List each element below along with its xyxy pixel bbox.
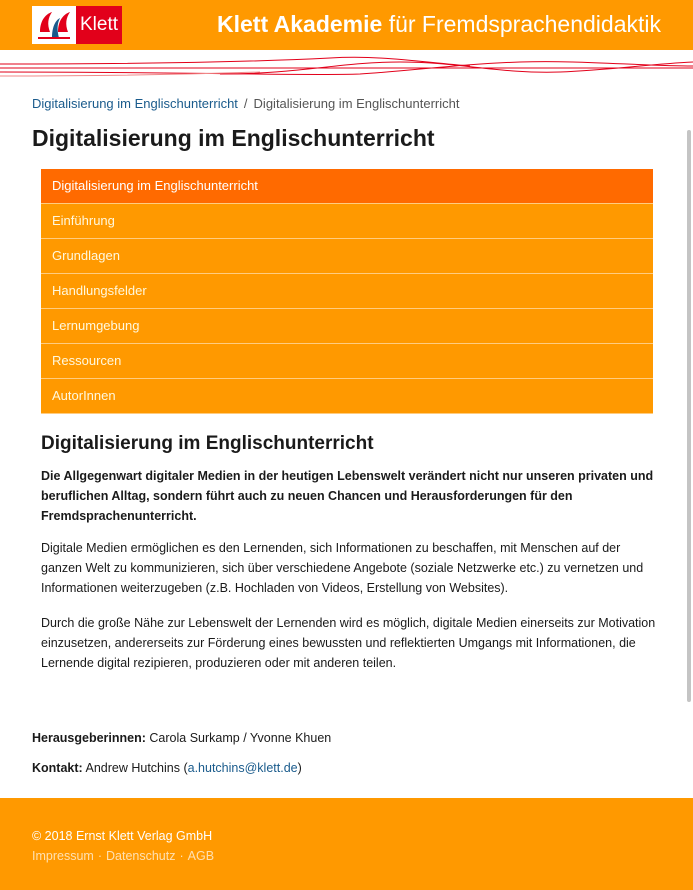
contact-label: Kontakt: [32,761,83,775]
copyright-text: © 2018 Ernst Klett Verlag GmbH [32,829,213,843]
footer-link-impressum[interactable]: Impressum [32,849,94,863]
header-swoosh-decoration [0,50,693,90]
breadcrumb [32,96,459,111]
breadcrumb-current: Digitalisierung im Englischunterricht [253,96,460,111]
contact-email-link[interactable]: a.hutchins@klett.de [187,761,298,775]
footer-link-datenschutz[interactable]: Datenschutz [106,849,176,863]
site-title [217,11,661,38]
article-paragraph: Durch die große Nähe zur Lebenswelt der Lernenden wird es möglich, digitale Medien einerseits zur Motivation einzusetzen, andererseits zur Förderung eines bewussten und reflektierten Umgangs mit Informationen, die Lernende digital rezipieren, produzieren oder mit anderen teilen. [41,616,656,670]
klett-logo[interactable] [32,6,122,44]
menu-item-einfuehrung[interactable]: Einführung [41,204,653,239]
article-paragraph: Digitale Medien ermöglichen es den Lernenden, sich Informationen zu beschaffen, mit Menschen auf der ganzen Welt zu kommunizieren, sich über verschiedene Angebote (soziale Netzwerke etc.) zu vernetzen und Informationen weiterzugeben (z.B. Hochladen von Videos, Erstellung von Websites). [41,541,644,595]
contact-line [32,761,302,775]
footer-link-agb[interactable]: AGB [187,849,215,863]
menu-item-digitalisierung[interactable]: Digitalisierung im Englischunterricht [41,169,653,204]
logo-wordmark: Klett [76,6,122,44]
article-lead: Die Allgegenwart digitaler Medien in der heutigen Lebenswelt verändert nicht nur unseren privaten und beruflichen Alltag, sondern führt auch zu neuen Chancen und Herausforderungen für den Fremdsprachenunterricht. [41,469,654,523]
editors-line [32,731,331,745]
klett-leaf-icon [32,6,76,44]
site-title-rest: für Fremdsprachendidaktik [382,11,661,37]
footer-links [32,849,214,863]
breadcrumb-link[interactable]: Digitalisierung im Englischunterricht [32,96,238,111]
breadcrumb-separator: / [243,96,248,111]
contact-name: Andrew Hutchins ( [85,761,188,775]
editors-label: Herausgeberinnen: [32,731,146,745]
menu-item-lernumgebung[interactable]: Lernumgebung [41,309,653,344]
page-title: Digitalisierung im Englischunterricht [32,125,435,151]
article-title: Digitalisierung im Englischunterricht [41,433,374,454]
menu-item-grundlagen[interactable]: Grundlagen [41,239,653,274]
footer-link-separator: · [179,849,184,863]
menu-item-ressourcen[interactable]: Ressourcen [41,344,653,379]
contact-close: ) [297,761,302,775]
menu-item-autorinnen[interactable]: AutorInnen [41,379,653,414]
section-menu [41,169,653,414]
page-scrollbar[interactable] [687,130,691,702]
site-header [0,0,693,50]
site-title-bold: Klett Akademie [217,11,383,37]
site-footer [0,798,693,890]
editors-names: Carola Surkamp / Yvonne Khuen [149,731,332,745]
footer-link-separator: · [97,849,102,863]
menu-item-handlungsfelder[interactable]: Handlungsfelder [41,274,653,309]
